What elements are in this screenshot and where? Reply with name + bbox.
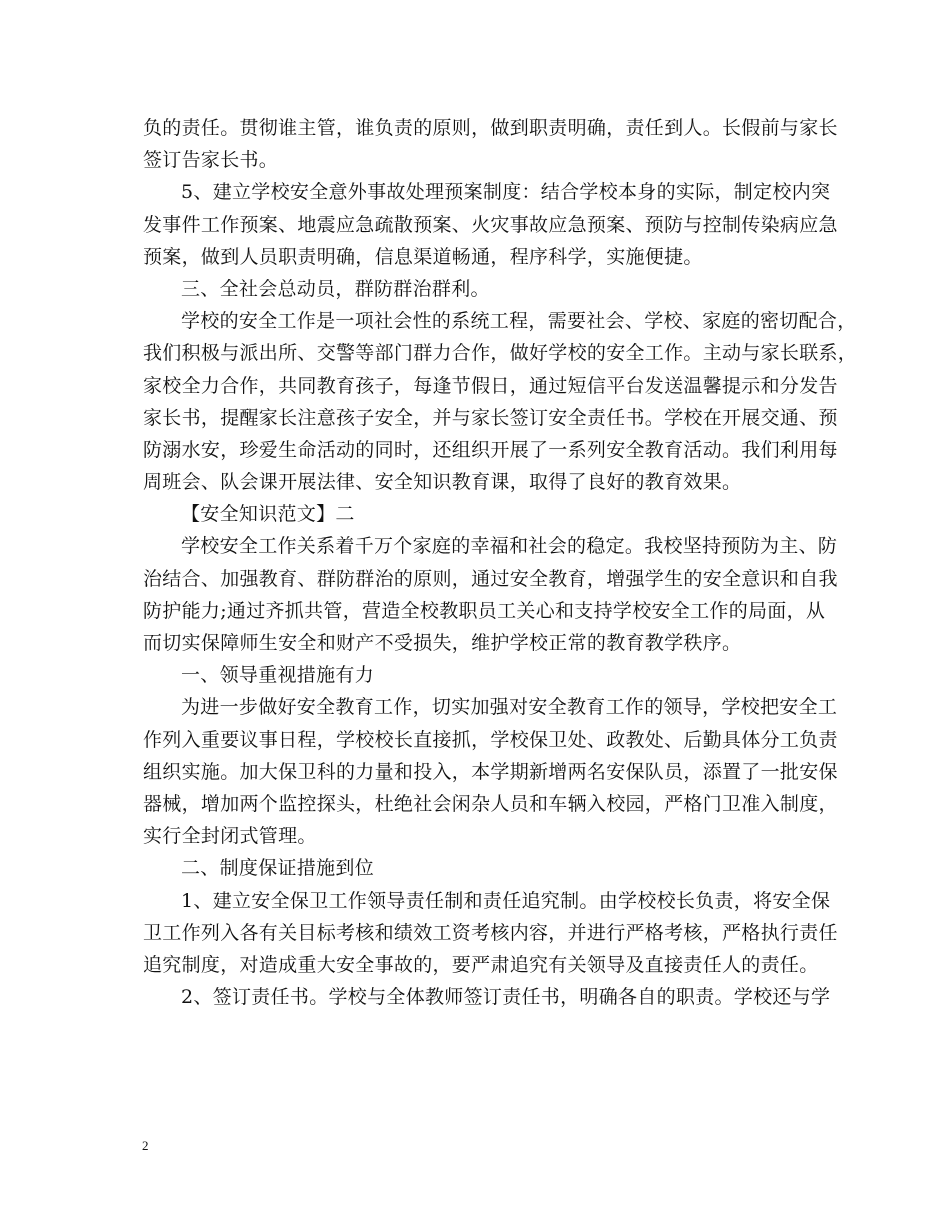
text-line: 而切实保障师生安全和财产不受损失，维护学校正常的教育教学秩序。 [143, 632, 742, 654]
text-line: 实行全封闭式管理。 [143, 825, 317, 848]
text-line: 防护能力;通过齐抓共管，营造全校教职员工关心和支持学校安全工作的局面，从 [143, 599, 826, 622]
text-line: 器械，增加两个监控探头，杜绝社会闲杂人员和车辆入校园，严格门卫准入制度， [143, 792, 838, 815]
text-line: 治结合、加强教育、群防群治的原则，通过安全教育，增强学生的安全意识和自我 [143, 567, 838, 590]
text-line: 【安全知识范文】二 [181, 503, 355, 526]
text-line: 防溺水安，珍爱生命活动的同时，还组织开展了一系列安全教育活动。我们利用每 [143, 438, 838, 461]
text-line: 签订告家长书。 [143, 149, 279, 172]
text-line: 三、全社会总动员，群防群治群利。 [181, 277, 490, 300]
text-line: 一、领导重视措施有力 [181, 664, 375, 687]
page-number: 2 [142, 1138, 149, 1153]
text-line: 为进一步做好安全教育工作，切实加强对安全教育工作的领导，学校把安全工 [181, 696, 838, 719]
text-line: 作列入重要议事日程，学校校长直接抓，学校保卫处、政教处、后勤具体分工负责 [143, 728, 838, 751]
text-line: 学校安全工作关系着千万个家庭的幸福和社会的稳定。我校坚持预防为主、防 [181, 535, 838, 558]
text-line: 我们积极与派出所、交警等部门群力合作，做好学校的安全工作。主动与家长联系， [143, 342, 858, 365]
text-line: 家长书，提醒家长注意孩子安全，并与家长签订安全责任书。学校在开展交通、预 [143, 406, 838, 429]
text-line: 学校的安全工作是一项社会性的系统工程，需要社会、学校、家庭的密切配合， [181, 310, 857, 333]
text-line: 组织实施。加大保卫科的力量和投入，本学期新增两名安保队员，添置了一批安保 [143, 760, 838, 783]
text-line: 负的责任。贯彻谁主管，谁负责的原则，做到职责明确，责任到人。长假前与家长 [143, 117, 838, 139]
text-line: 家校全力合作，共同教育孩子，每逢节假日，通过短信平台发送温馨提示和分发告 [143, 374, 838, 397]
text-line: 发事件工作预案、地震应急疏散预案、火灾事故应急预案、预防与控制传染病应急 [143, 213, 838, 236]
document-body [143, 112, 858, 1013]
text-line: 1、建立安全保卫工作领导责任制和责任追究制。由学校校长负责，将安全保 [181, 889, 831, 912]
text-line: 二、制度保证措施到位 [181, 857, 375, 880]
text-line: 预案，做到人员职责明确，信息渠道畅通，程序科学，实施便捷。 [143, 245, 703, 268]
text-line: 2、签订责任书。学校与全体教师签订责任书，明确各自的职责。学校还与学 [181, 986, 831, 1009]
text-line: 追究制度，对造成重大安全事故的，要严肃追究有关领导及直接责任人的责任。 [143, 953, 819, 976]
text-line: 周班会、队会课开展法律、安全知识教育课，取得了良好的教育效果。 [143, 471, 742, 494]
text-line: 卫工作列入各有关目标考核和绩效工资考核内容，并进行严格考核，严格执行责任 [143, 921, 838, 944]
text-line: 5、建立学校安全意外事故处理预案制度：结合学校本身的实际，制定校内突 [181, 181, 831, 204]
